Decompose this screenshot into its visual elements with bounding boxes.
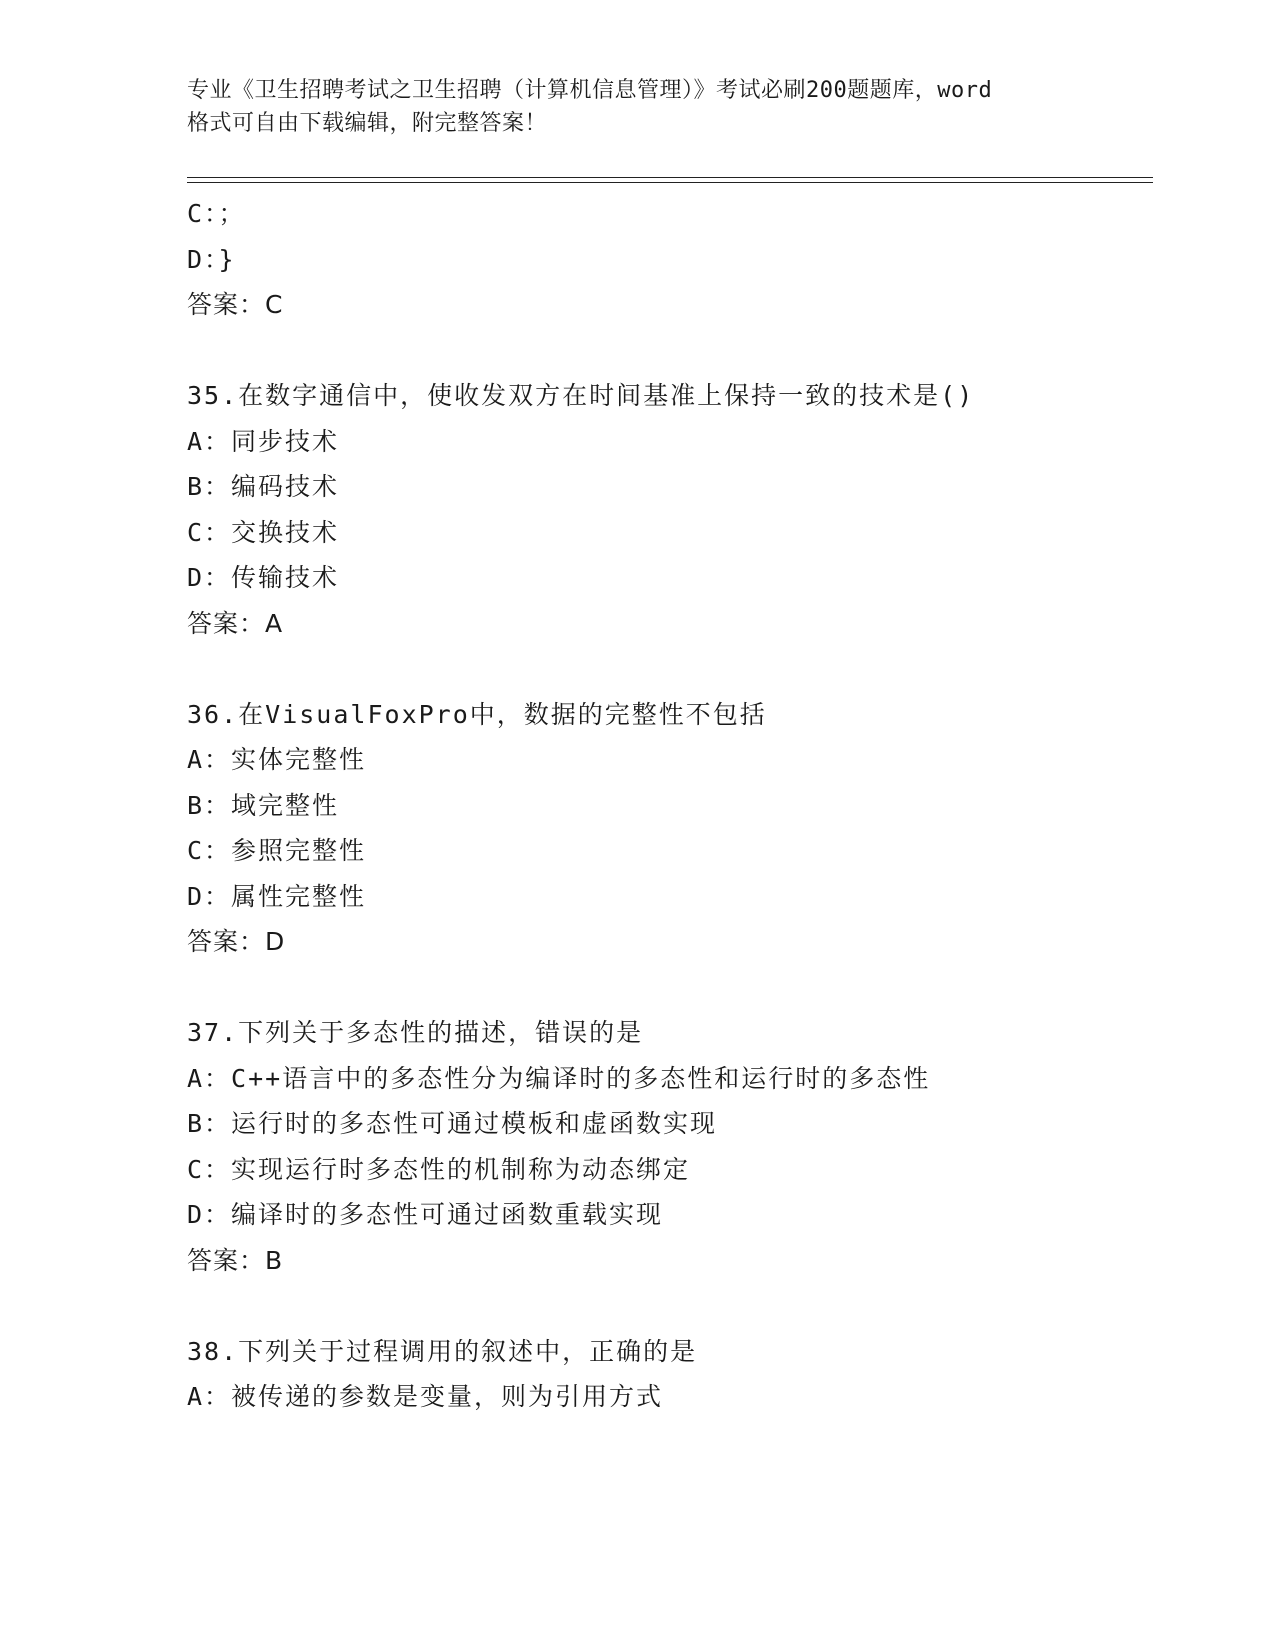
header-line-1: 专业《卫生招聘考试之卫生招聘（计算机信息管理）》考试必刷200题题库，word (187, 78, 993, 103)
option-line: A：C++语言中的多态性分为编译时的多态性和运行时的多态性 (187, 1063, 931, 1093)
header-line-2: 格式可自由下载编辑，附完整答案！ (187, 111, 548, 136)
option-line: C：交换技术 (187, 517, 340, 547)
document-page (187, 0, 1157, 1650)
question-block-36 (187, 692, 1153, 965)
header-rule-bottom (187, 182, 1153, 183)
spacer (187, 965, 1153, 1011)
option-line: B：运行时的多态性可通过模板和虚函数实现 (187, 1109, 718, 1138)
option-line: D：传输技术 (187, 563, 340, 592)
answer-line: 答案：D (187, 927, 286, 956)
option-line: A：被传递的参数是变量，则为引用方式 (187, 1382, 664, 1411)
answer-line: 答案：C (187, 290, 284, 319)
question-stem: 35.在数字通信中，使收发双方在时间基准上保持一致的技术是() (187, 381, 975, 410)
option-line: C：； (187, 199, 246, 228)
question-stem: 36.在VisualFoxPro中，数据的完整性不包括 (187, 699, 767, 729)
option-line: D：} (187, 244, 236, 274)
header-rule-top (187, 177, 1153, 178)
spacer (187, 328, 1153, 374)
question-block-38 (187, 1329, 1153, 1420)
option-line: A：同步技术 (187, 426, 340, 456)
question-content (187, 191, 1153, 1420)
option-line: C：实现运行时多态性的机制称为动态绑定 (187, 1154, 691, 1184)
option-line: A：实体完整性 (187, 745, 367, 774)
question-stem: 38.下列关于过程调用的叙述中，正确的是 (187, 1336, 698, 1366)
option-line: B：编码技术 (187, 472, 340, 501)
question-stem: 37.下列关于多态性的描述，错误的是 (187, 1018, 644, 1047)
option-line: B：域完整性 (187, 790, 340, 820)
option-line: D：属性完整性 (187, 881, 367, 911)
answer-line: 答案：B (187, 1245, 284, 1275)
option-line: C：参照完整性 (187, 836, 367, 865)
document-header (187, 74, 1087, 140)
spacer (187, 646, 1153, 692)
answer-line: 答案：A (187, 608, 284, 638)
spacer (187, 1283, 1153, 1329)
option-line: D：编译时的多态性可通过函数重载实现 (187, 1200, 664, 1229)
question-block-37 (187, 1010, 1153, 1283)
question-block-34 (187, 191, 1153, 328)
question-block-35 (187, 373, 1153, 646)
